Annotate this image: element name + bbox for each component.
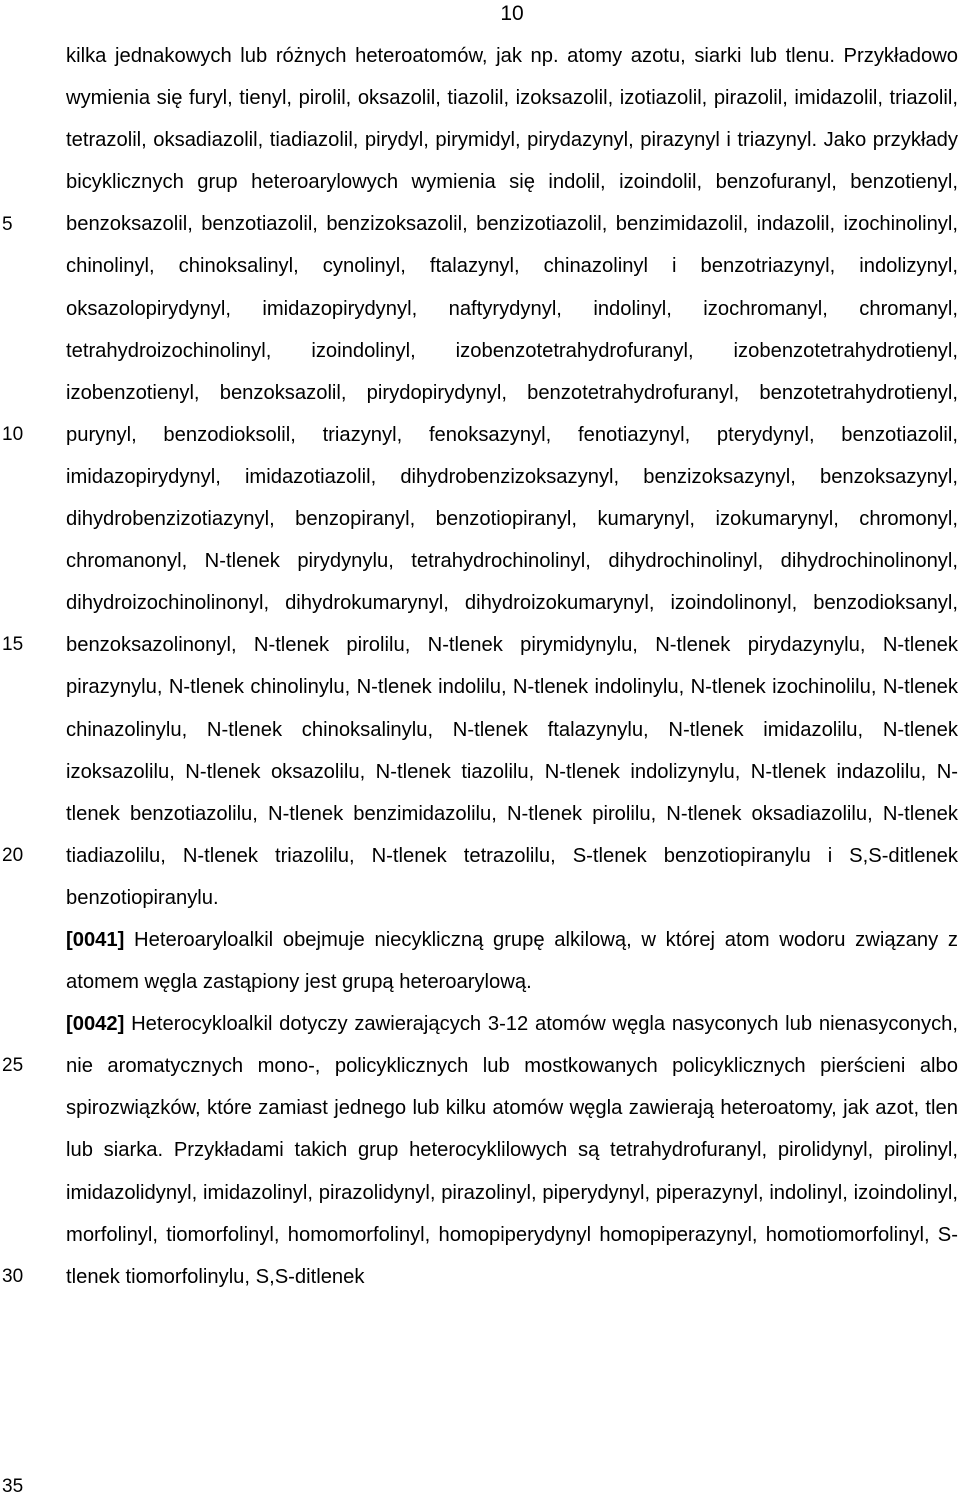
page-number: 10 (500, 2, 524, 25)
paragraph-tag: [0042] (66, 1013, 125, 1036)
line-number: 15 (2, 634, 24, 655)
paragraph-text: Heteroaryloalkil obejmuje niecykliczną grupę alkilową, w której atom wodoru związany z atomem węgla zastąpiony jest grupą heteroarylową. (66, 928, 958, 994)
paragraph-text: kilka jednakowych lub różnych heteroatomów, jak np. atomy azotu, siarki lub tlenu. Przykładowo wymienia się furyl, tienyl, pirolil, oksazolil, tiazolil, izoksazolil, izotiazolil, pirazolil, imidazolil, triazolil, tetrazolil, oksadiazolil, tiadiazolil, pirydyl, pirymidyl, pirydazynyl, pirazynyl i triazynyl. Jako przykłady bicyklicznych grup heteroarylowych wymienia się indolil, izoindolil, benzofuranyl, benzotienyl, benzoksazolil, benzotiazolil, benzizoksazolil, benzizotiazolil, benzimidazolil, indazolil, izochinolinyl, chinolinyl, chinoksalinyl, cynolinyl, ftalazynyl, chinazolinyl i benzotriazynyl, indolizynyl, oksazolopirydynyl, imidazopirydynyl, naftyrydynyl, indolinyl, izochromanyl, chromanyl, tetrahydroizochinolinyl, izoindolinyl, izobenzotetrahydrofuranyl, izobenzotetrahydrotienyl, izobenzotienyl, benzoksazolil, pirydopirydynyl, benzotetrahydrofuranyl, benzotetrahydrotienyl, purynyl, benzodioksolil, triazynyl, fenoksazynyl, fenotiazynyl, pterydynyl, benzotiazolil, imidazopirydynyl, imidazotiazolil, dihydrobenzizoksazynyl, benzizoksazynyl, benzoksazynyl, dihydrobenzizotiazynyl, benzopiranyl, benzotiopiranyl, kumarynyl, izokumarynyl, chromonyl, chromanonyl, N-tlenek pirydynylu, tetrahydrochinolinyl, dihydrochinolinyl, dihydrochinolinonyl, dihydroizochinolinonyl, dihydrokumarynyl, dihydroizokumarynyl, izoindolinonyl, benzodioksanyl, benzoksazolinonyl, N-tlenek pirolilu, N-tlenek pirymidynylu, N-tlenek pirydazynylu, N-tlenek pirazynylu, N-tlenek chinolinylu, N-tlenek indolilu, N-tlenek indolinylu, N-tlenek izochinolilu, N-tlenek chinazolinylu, N-tlenek chinoksalinylu, N-tlenek ftalazynylu, N-tlenek imidazolilu, N-tlenek izoksazolilu, N-tlenek oksazolilu, N-tlenek tiazolilu, N-tlenek indolizynylu, N-tlenek indazolilu, N-tlenek benzotiazolilu, N-tlenek benzimidazolilu, N-tlenek pirolilu, N-tlenek oksadiazolilu, N-tlenek tiadiazolilu, N-tlenek triazolilu, N-tlenek tetrazolilu, S-tlenek benzotiopiranylu i S,S-ditlenek benzotiopiranylu. (66, 45, 958, 909)
paragraph (66, 35, 958, 919)
paragraph-text: Heterocykloalkil dotyczy zawierających 3-12 atomów węgla nasyconych lub nienasyconych, nie aromatycznych mono-, policyklicznych lub mostkowanych policyklicznych pierścieni albo spirozwiązków, które zamiast jednego lub kilku atomów węgla zawierają heteroatomy, jak azot, tlen lub siarka. Przykładami takich grup heterocyklilowych są tetrahydrofuranyl, pirolidynyl, pirolinyl, imidazolidynyl, imidazolinyl, pirazolidynyl, pirazolinyl, piperydynyl, piperazynyl, indolinyl, izoindolinyl, morfolinyl, tiomorfolinyl, homomorfolinyl, homopiperydynyl homopiperazynyl, homotiomorfolinyl, S-tlenek tiomorfolinylu, S,S-ditlenek (66, 1013, 958, 1288)
paragraph (66, 1003, 958, 1298)
line-number-column (0, 0, 50, 1499)
line-number: 5 (2, 214, 13, 235)
line-number: 10 (2, 424, 24, 445)
line-number: 20 (2, 845, 24, 866)
body-text (66, 35, 958, 1298)
line-number: 25 (2, 1055, 24, 1076)
line-number: 30 (2, 1266, 24, 1287)
line-number: 35 (2, 1476, 24, 1497)
paragraph (66, 919, 958, 1003)
paragraph-tag: [0041] (66, 928, 125, 951)
